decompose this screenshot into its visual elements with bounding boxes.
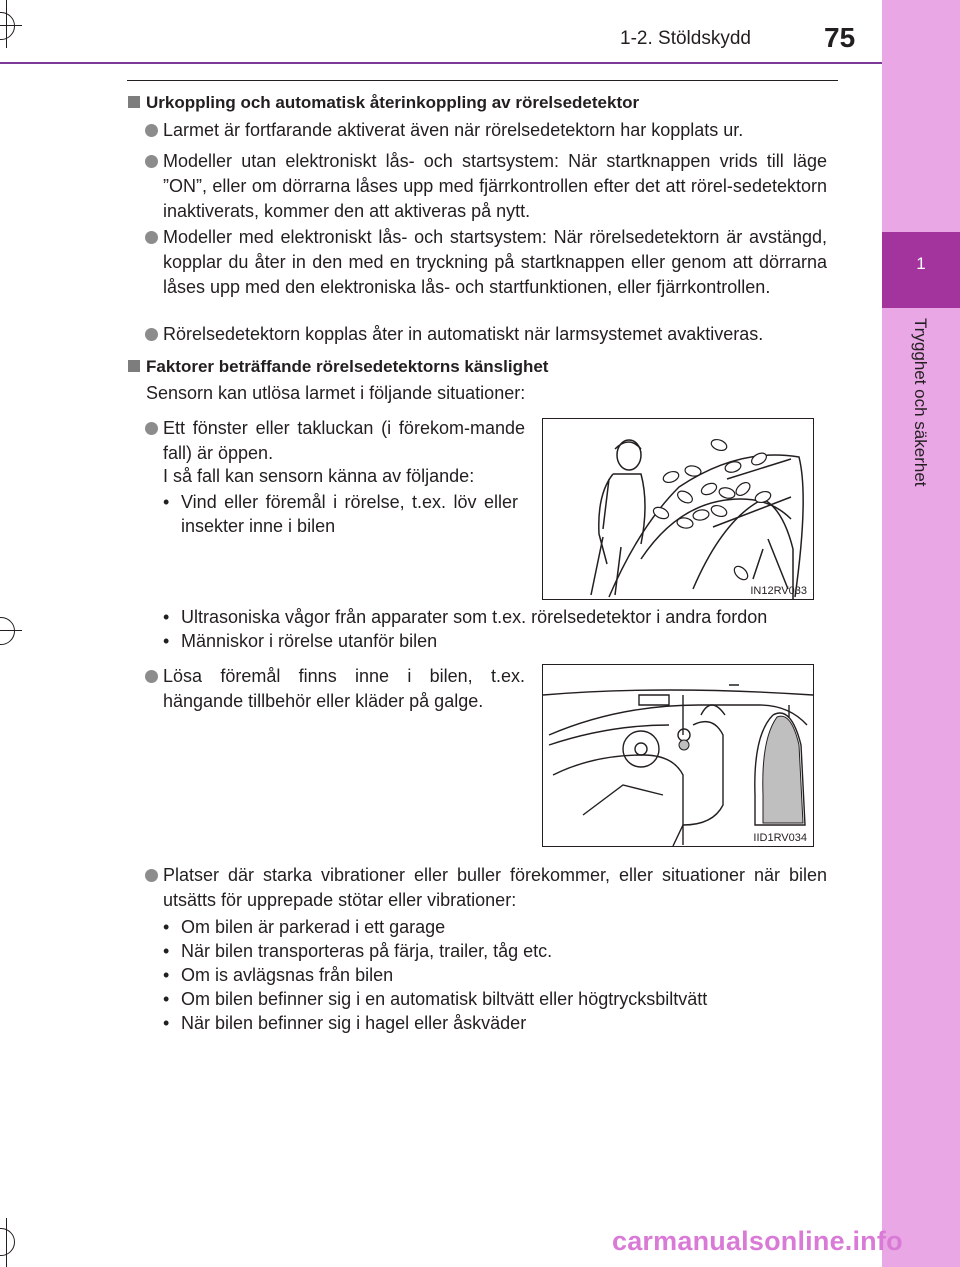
sub-item-text: Om bilen är parkerad i ett garage xyxy=(181,917,446,937)
list-item-text: Modeller utan elektroniskt lås- och startsystem: När startknappen vrids till läge ”ON”, eller om dörrarna låses upp med fjärrkontrollen efter det att rörel-sedetektorn inaktiverats, kommer den att aktiveras på nytt. xyxy=(163,151,827,221)
sub-bullet: • xyxy=(163,965,170,985)
list-item-text: Ett fönster eller takluckan (i förekom-mande fall) är öppen. xyxy=(163,418,525,463)
intro-text: Sensorn kan utlösa larmet i följande situationer: xyxy=(146,383,526,403)
sub-item-text: När bilen transporteras på färja, trailer, tåg etc. xyxy=(181,941,553,961)
bullet-dot-icon xyxy=(145,124,158,137)
crop-mark xyxy=(6,0,7,48)
sub-item-text: När bilen befinner sig i hagel eller åskväder xyxy=(181,1013,527,1033)
list-item xyxy=(145,664,525,714)
sub-item-text: Människor i rörelse utanför bilen xyxy=(181,631,438,651)
heading-square-icon xyxy=(128,360,140,372)
bullet-dot-icon xyxy=(145,670,158,683)
content-rule xyxy=(127,80,838,81)
bullet-dot-icon xyxy=(145,231,158,244)
figure-car-interior xyxy=(542,664,814,847)
sub-bullet: • xyxy=(163,492,170,512)
list-item-text: Platser där starka vibrationer eller buller förekommer, eller situationer när bilen utsätts för upprepade stötar eller vibrationer: xyxy=(163,865,827,910)
sub-item-text: Om is avlägsnas från bilen xyxy=(181,965,394,985)
header-rule xyxy=(0,62,882,64)
list-item-text: Larmet är fortfarande aktiverat även när rörelsedetektorn har kopplats ur. xyxy=(163,120,744,140)
registration-mark-top-left xyxy=(0,12,15,40)
sub-item-text: Ultrasoniska vågor från apparater som t.ex. rörelsedetektor i andra fordon xyxy=(181,607,768,627)
sub-item xyxy=(163,629,833,653)
crop-mark xyxy=(0,630,22,631)
bullet-dot-icon xyxy=(145,869,158,882)
list-item-text: Rörelsedetektorn kopplas åter in automatiskt när larmsystemet avaktiveras. xyxy=(163,324,764,344)
sub-item xyxy=(163,987,833,1011)
sub-bullet: • xyxy=(163,917,170,937)
list-item-text: Modeller med elektroniskt lås- och startsystem: När rörelsedetektorn är avstängd, kopplar du åter in den med en tryckning på startknappen eller genom att dörrarna låses upp med den elektroniska lås- och startfunktionen, eller fjärrkontrollen. xyxy=(163,227,827,297)
heading-square-icon xyxy=(128,96,140,108)
sub-item xyxy=(163,939,833,963)
sub-item xyxy=(163,915,833,939)
watermark-text: carmanualsonline.info xyxy=(612,1226,903,1256)
figure-code: IID1RV034 xyxy=(753,832,807,844)
section-heading-text: Faktorer beträffande rörelsedetektorns känslighet xyxy=(146,357,549,376)
registration-mark-bottom-left xyxy=(0,1228,15,1256)
sub-bullet: • xyxy=(163,607,170,627)
list-item-text: Lösa föremål finns inne i bilen, t.ex. hängande tillbehör eller kläder på galge. xyxy=(163,666,525,711)
figure-code: IN12RV033 xyxy=(750,585,807,597)
section-title: 1-2. Stöldskydd xyxy=(620,28,751,49)
list-item xyxy=(145,225,827,300)
section-heading xyxy=(128,92,828,114)
chapter-title: Trygghet och säkerhet xyxy=(911,318,930,487)
page-number: 75 xyxy=(824,22,856,53)
crop-mark xyxy=(6,1218,7,1267)
sub-bullet: • xyxy=(163,1013,170,1033)
bullet-dot-icon xyxy=(145,328,158,341)
registration-mark-mid-left xyxy=(0,617,15,645)
sub-item xyxy=(163,490,518,538)
list-item xyxy=(145,863,827,913)
bullet-dot-icon xyxy=(145,155,158,168)
sub-item xyxy=(163,963,833,987)
sub-item-text: Vind eller föremål i rörelse, t.ex. löv eller insekter inne i bilen xyxy=(181,492,518,536)
chapter-number: 1 xyxy=(916,254,926,273)
list-item-text: I så fall kan sensorn känna av följande: xyxy=(163,466,475,486)
sub-item-text: Om bilen befinner sig i en automatisk biltvätt eller högtrycksbiltvätt xyxy=(181,989,708,1009)
sub-item xyxy=(163,1011,833,1035)
section-heading xyxy=(128,356,828,378)
figure-open-sunroof xyxy=(542,418,814,600)
list-item xyxy=(145,416,525,466)
list-item xyxy=(145,149,827,224)
bullet-dot-icon xyxy=(145,422,158,435)
open-sunroof-illustration xyxy=(543,419,813,599)
sub-bullet: • xyxy=(163,989,170,1009)
list-item xyxy=(145,322,827,347)
car-interior-illustration xyxy=(543,665,813,846)
section-heading-text: Urkoppling och automatisk återinkoppling av rörelsedetektor xyxy=(146,93,640,112)
sub-item xyxy=(163,605,833,629)
list-item xyxy=(145,118,827,143)
sub-bullet: • xyxy=(163,941,170,961)
chapter-side-tab xyxy=(882,0,960,1267)
crop-mark xyxy=(0,25,22,26)
sub-bullet: • xyxy=(163,631,170,651)
